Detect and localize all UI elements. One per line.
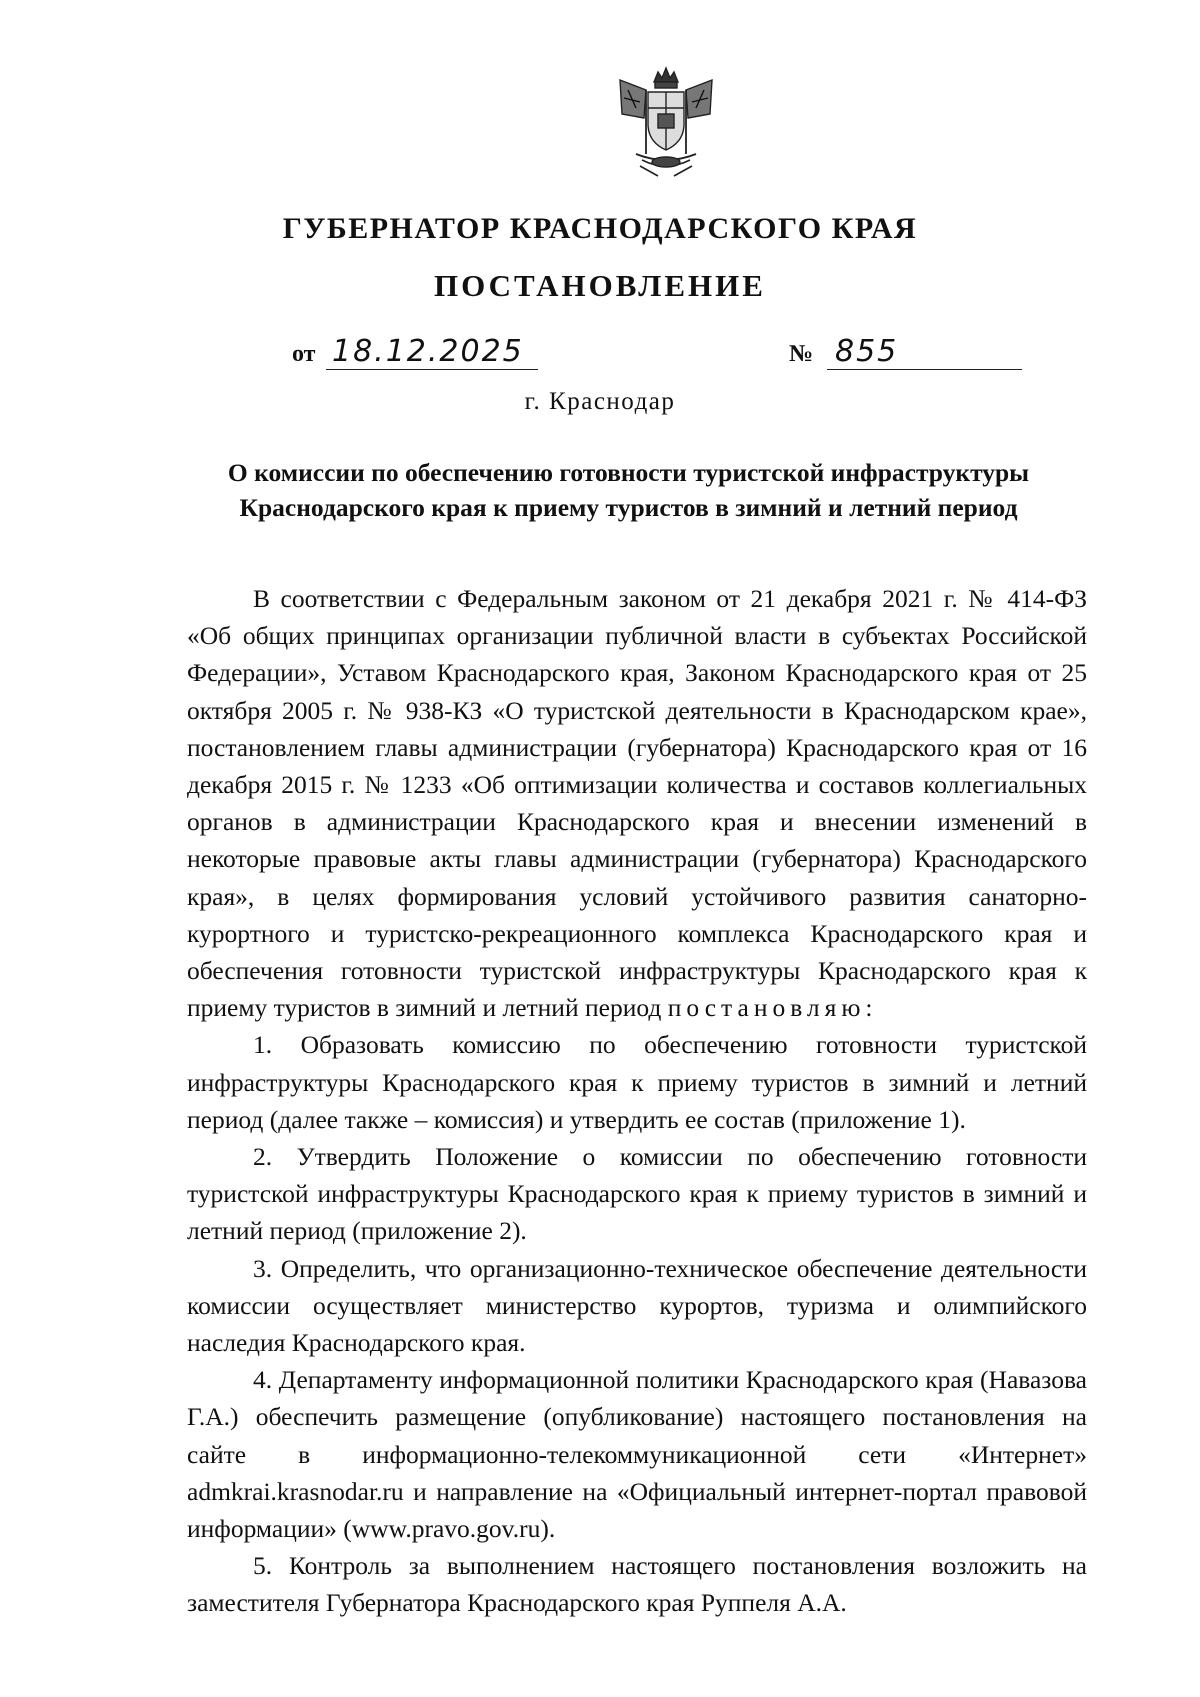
document-title — [170, 455, 1087, 525]
coat-of-arms-emblem — [606, 62, 726, 182]
title-line: Краснодарского края к приему туристов в зимний и летний период — [239, 493, 1018, 522]
item-paragraph: 1. Образовать комиссию по обеспечению готовности туристской инфраструктуры Краснодарского края к приему туристов в зимний и летний период (далее также – комиссия) и утвердить ее состав (приложение 1). — [187, 1030, 1087, 1134]
number-label: № — [789, 341, 814, 367]
document-body — [187, 580, 1087, 1622]
city: г. Краснодар — [524, 388, 676, 415]
preamble-paragraph — [187, 580, 1087, 1026]
item-paragraph: 4. Департаменту информационной политики Краснодарского края (Навазова Г.А.) обеспечить размещение (опубликование) настоящего постановления на сайте в информационно-телекоммуникационной сети «Интернет» admkrai.krasnodar.ru и направление на «Официальный интернет-портал правовой информации» (www.pravo.gov.ru). — [187, 1365, 1087, 1544]
issuing-authority: ГУБЕРНАТОР КРАСНОДАРСКОГО КРАЯ — [282, 212, 918, 245]
item-paragraph: 5. Контроль за выполнением настоящего постановления возложить на заместителя Губернатора Краснодарского края Руппеля А.А. — [187, 1551, 1087, 1618]
title-line: О комиссии по обеспечению готовности туристской инфраструктуры — [227, 458, 1030, 487]
number-value: 855 — [827, 335, 1022, 370]
date-value: 18.12.2025 — [326, 335, 538, 370]
date-number-row — [292, 335, 1022, 375]
decree-word: постановляю: — [667, 993, 878, 1023]
item-paragraph: 3. Определить, что организационно-техническое обеспечение деятельности комиссии осуществляет министерство курортов, туризма и олимпийского наследия Краснодарского края. — [187, 1253, 1087, 1358]
date-label: от — [292, 341, 316, 367]
item-paragraph: 2. Утвердить Положение о комиссии по обеспечению готовности туристской инфраструктуры Краснодарского края к приему туристов в зимний и летний период (приложение 2). — [187, 1142, 1087, 1246]
document-type: ПОСТАНОВЛЕНИЕ — [434, 268, 766, 303]
preamble-text: В соответствии с Федеральным законом от 21 декабря 2021 г. № 414-ФЗ «Об общих принципах организации публичной власти в субъектах Российской Федерации», Уставом Краснодарского края, Законом Краснодарского края от 25 октября 2005 г. № 938-КЗ «О туристской деятельности в Краснодарском крае», постановлением главы администрации (губернатора) Краснодарского края от 16 декабря 2015 г. № 1233 «Об оптимизации количества и составов коллегиальных органов в администрации Краснодарского края и внесении изменений в некоторые правовые акты главы администрации (губернатора) Краснодарского края», в целях формирования условий устойчивого развития санаторно-курортного и туристско-рекреационного комплекса Краснодарского края и обеспечения готовности туристской инфраструктуры Краснодарского края к приему туристов в зимний и летний период — [187, 584, 1087, 1023]
